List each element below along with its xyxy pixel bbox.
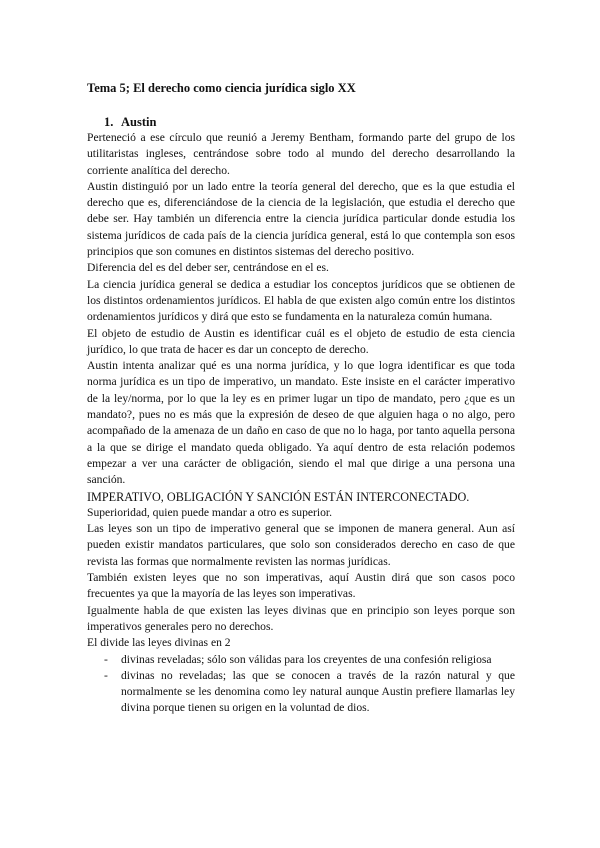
section-heading-text: Austin — [121, 115, 157, 129]
paragraph-3: Diferencia del es del deber ser, centrándose en el es. — [87, 261, 329, 275]
paragraph-4: La ciencia jurídica general se dedica a estudiar los conceptos jurídicos que se obtienen de los distintos ordenamientos jurídicos. El habla de que existen algo común entre los distintos ordenamientos jurídicos y dirá que esto se fundamenta en la naturaleza común humana. — [87, 277, 515, 324]
list-item-text: divinas no reveladas; las que se conocen a través de la razón natural y que normalmente se les denomina como ley natural aunque Austin prefiere llamarlas ley divina porque tienen su origen en la voluntad de dios. — [121, 668, 515, 715]
list-marker: - — [104, 652, 108, 666]
document-title: Tema 5; El derecho como ciencia jurídica siglo XX — [87, 81, 356, 95]
list-item-text: divinas reveladas; sólo son válidas para los creyentes de una confesión religiosa — [121, 652, 492, 666]
document-page — [87, 80, 515, 717]
paragraph-7: Superioridad, quien puede mandar a otro es superior. — [87, 505, 333, 519]
caps-statement: IMPERATIVO, OBLIGACIÓN Y SANCIÓN ESTÁN INTERCONECTADO. — [87, 489, 470, 504]
list-item — [104, 668, 515, 717]
divine-laws-list — [87, 652, 515, 717]
paragraph-10: Igualmente habla de que existen las leyes divinas que en principio son leyes porque son imperativos generales pero no derechos. — [87, 603, 515, 633]
paragraph-1: Perteneció a ese círculo que reunió a Jeremy Bentham, formando parte del grupo de los utilitaristas ingleses, centrándose sobre todo al mundo del derecho desarrollando la corriente analítica del derecho. — [87, 131, 515, 177]
paragraph-8: Las leyes son un tipo de imperativo general que se imponen de manera general. Aun así pueden existir mandatos particulares, que solo son considerados derecho en caso de que revista las formas que normalmente revisten las normas jurídicas. — [87, 522, 515, 568]
list-marker: - — [104, 668, 108, 682]
paragraph-11: El divide las leyes divinas en 2 — [87, 636, 231, 650]
paragraph-9: También existen leyes que no son imperativas, aquí Austin dirá que son casos poco frecuentes ya que la mayoría de las leyes son imperativas. — [87, 571, 515, 601]
section-heading — [104, 114, 515, 130]
paragraph-2: Austin distinguió por un lado entre la teoría general del derecho, que es la que estudia el derecho que es, diferenciándose de la ciencia de la legislación, que estudia el derecho que debe ser. Hay también un diferencia entre la ciencia jurídica particular donde estudia los sistema jurídicos de cada país de la ciencia jurídica general, está lo que contempla son esos principios que son comunes en distintos sistemas del derecho positivo. — [87, 179, 515, 259]
section-number: 1. — [104, 115, 114, 129]
list-item — [104, 652, 515, 668]
paragraph-5: El objeto de estudio de Austin es identificar cuál es el objeto de estudio de esta ciencia jurídico, lo que trata de hacer es dar un concepto de derecho. — [87, 326, 515, 356]
paragraph-6: Austin intenta analizar qué es una norma jurídica, y lo que logra identificar es que toda norma jurídica es un tipo de imperativo, un mandato. Este insiste en el carácter imperativo de la ley/norma, por lo que la ley es en primer lugar un tipo de mandato, pero ¿que es un mandato?, pues no es más que la expresión de deseo de que alguien haga o no algo, pero acompañado de la amenaza de un daño en caso de que no lo haga, por tanto aquella persona a la que se dirige el mandato queda obligado. Ya aquí dentro de esta relación podemos empezar a ver una carácter de obligación, siendo el mal que dirige a una persona una sanción. — [87, 359, 515, 487]
